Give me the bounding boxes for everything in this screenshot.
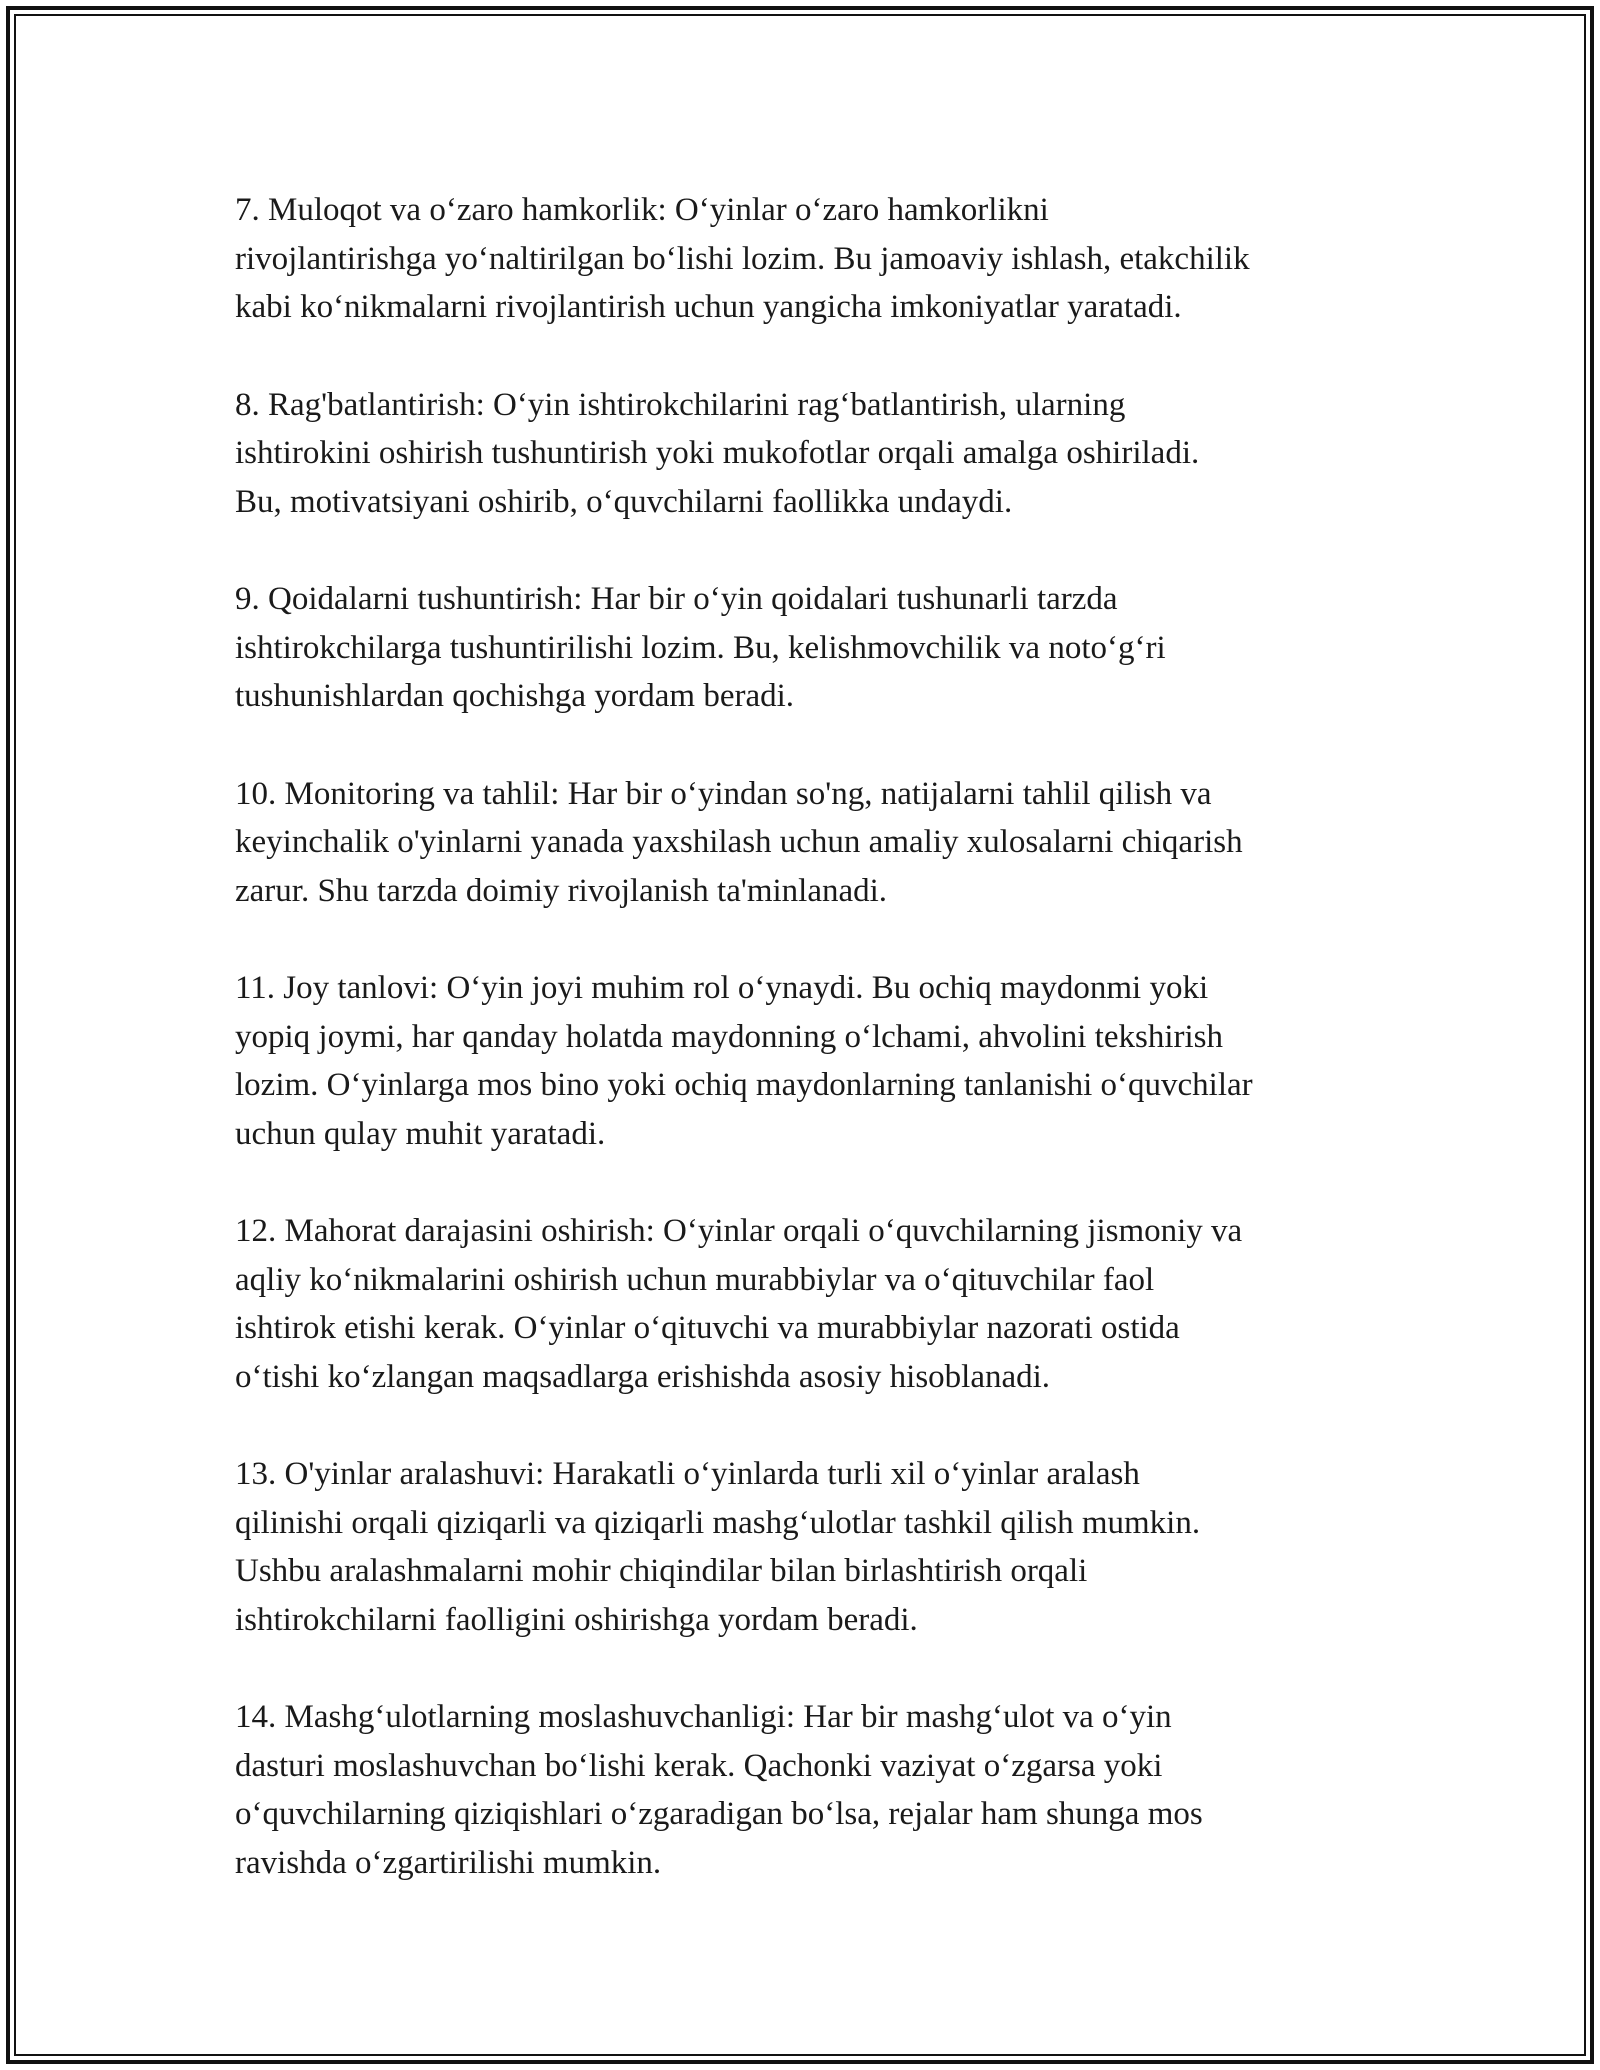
paragraph-8: 8. Rag'batlantirish: O‘yin ishtirokchilarini rag‘batlantirish, ularning ishtirokini oshirish tushuntirish yoki mukofotlar orqali amalga oshiriladi. Bu, motivatsiyani oshirib, o‘quvchilarni faollikka undaydi. (235, 386, 1200, 520)
paragraph-10: 10. Monitoring va tahlil: Har bir o‘yindan so'ng, natijalarni tahlil qilish va keyinchalik o'yinlarni yanada yaxshilash uchun amaliy xulosalarni chiqarish zarur. Shu tarzda doimiy rivojlanish ta'minlanadi. (235, 775, 1243, 909)
paragraph-14: 14. Mashg‘ulotlarning moslashuvchanligi: Har bir mashg‘ulot va o‘yin dasturi moslashuvchan bo‘lishi kerak. Qachonki vaziyat o‘zgarsa yoki o‘quvchilarning qiziqishlari o‘zgaradigan bo‘lsa, rejalar ham shunga mos ravishda o‘zgartirilishi mumkin. (235, 1699, 1203, 1881)
paragraph-12: 12. Mahorat darajasini oshirish: O‘yinlar orqali o‘quvchilarning jismoniy va aqliy ko‘nikmalarini oshirish uchun murabbiylar va o‘qituvchilar faol ishtirok etishi kerak. O‘yinlar o‘qituvchi va murabbiylar nazorati ostida o‘tishi ko‘zlangan maqsadlarga erishishda asosiy hisoblanadi. (235, 1213, 1243, 1395)
document-body (235, 186, 1385, 1936)
paragraph-7: 7. Muloqot va o‘zaro hamkorlik: O‘yinlar o‘zaro hamkorlikni rivojlantirishga yo‘naltirilgan bo‘lishi lozim. Bu jamoaviy ishlash, etakchilik kabi ko‘nikmalarni rivojlantirish uchun yangicha imkoniyatlar yaratadi. (235, 192, 1250, 325)
paragraph-11: 11. Joy tanlovi: O‘yin joyi muhim rol o‘ynaydi. Bu ochiq maydonmi yoki yopiq joymi, har qanday holatda maydonning o‘lchami, ahvolini tekshirish lozim. O‘yinlarga mos bino yoki ochiq maydonlarning tanlanishi o‘quvchilar uchun qulay muhit yaratadi. (235, 970, 1253, 1152)
paragraph-9: 9. Qoidalarni tushuntirish: Har bir o‘yin qoidalari tushunarli tarzda ishtirokchilarga tushuntirilishi lozim. Bu, kelishmovchilik va noto‘g‘ri tushunishlardan qochishga yordam beradi. (235, 581, 1166, 714)
paragraph-13: 13. O'yinlar aralashuvi: Harakatli o‘yinlarda turli xil o‘yinlar aralash qilinishi orqali qiziqarli va qiziqarli mashg‘ulotlar tashkil qilish mumkin. Ushbu aralashmalarni mohir chiqindilar bilan birlashtirish orqali ishtirokchilarni faolligini oshirishga yordam beradi. (235, 1456, 1201, 1638)
